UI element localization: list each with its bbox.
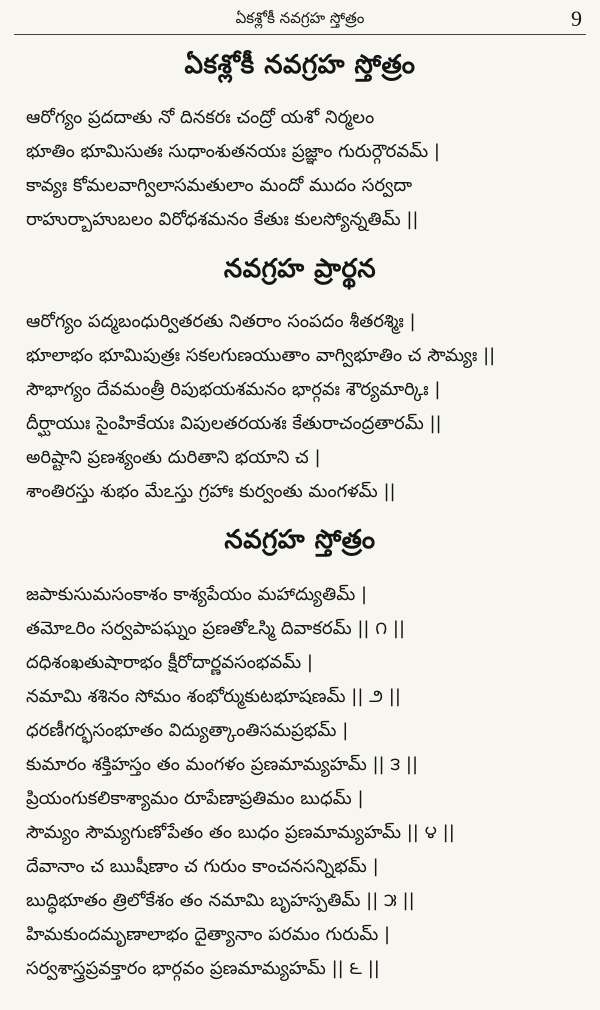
verse-line: భూతిం భూమిసుతః సుధాంశుతనయః ప్రజ్ఞాం గురుర్గౌరవమ్ | <box>26 141 440 162</box>
verse-line: దధిశంఖతుషారాభం క్షీరోదార్ణవసంభవమ్ | <box>26 652 313 673</box>
verse-line: భూలాభం భూమిపుత్రః సకలగుణయుతాం వాగ్విభూతిం చ సౌమ్యః || <box>26 345 496 366</box>
verse-line: అరిష్టాని ప్రణశ్యంతు దురితాని భయాని చ | <box>26 447 321 468</box>
page-number: 9 <box>571 6 582 31</box>
verse-line: ఆరోగ్యం పద్మబంధుర్వితరతు నితరాం సంపదం శీతరశ్మిః | <box>26 311 416 332</box>
section-title-prarthana: నవగ్రహ ప్రార్థన <box>223 254 377 284</box>
verse-line: కుమారం శక్తిహస్తం తం మంగళం ప్రణమామ్యహమ్ || ౩ || <box>26 754 419 775</box>
running-title: ఏకశ్లోకీ నవగ్రహ స్తోత్రం <box>235 9 365 27</box>
verse-line: తమోఽరిం సర్వపాపఘ్నం ప్రణతోఽస్మి దివాకరమ్ || ౧ || <box>26 618 406 639</box>
running-header <box>14 6 586 35</box>
section-title-stotram: నవగ్రహ స్తోత్రం <box>224 525 376 555</box>
verse-line: దీర్ఘాయుః సైంహికేయః విపులతరయశః కేతురాచంద్రతారమ్ || <box>26 413 442 434</box>
verse-line: రాహుర్బాహుబలం విరోధశమనం కేతుః కులస్యోన్నతిమ్ || <box>26 209 419 230</box>
verse-line: జపాకుసుమసంకాశం కాశ్యపేయం మహాద్యుతిమ్ | <box>26 584 368 605</box>
verse-line: సౌభాగ్యం దేవమంత్రీ రిపుభయశమనం భార్గవః శౌర్యమార్కిః | <box>26 379 441 400</box>
verse-line: సర్వశాస్త్రప్రవక్తారం భార్గవం ప్రణమామ్యహమ్ || ౬ || <box>26 958 380 979</box>
verse-line: నమామి శశినం సోమం శంభోర్ముకుటభూషణమ్ || ౨ || <box>26 686 401 707</box>
verse-line: కావ్యః కోమలవాగ్విలాసమతులాం మందో ముదం సర్వదా <box>26 175 413 196</box>
verse-line: బుద్ధిభూతం త్రిలోకేశం తం నమామి బృహస్పతిమ్ || ౫ || <box>26 890 415 911</box>
section-title-ekasloki: ఏకశ్లోకీ నవగ్రహ స్తోత్రం <box>184 50 416 80</box>
verse-line: ధరణీగర్భసంభూతం విద్యుత్కాంతిసమప్రభమ్ | <box>26 720 349 741</box>
verse-line: శాంతిరస్తు శుభం మేఽస్తు గ్రహాః కుర్వంతు మంగళమ్ || <box>26 481 396 502</box>
verse-line: ఆరోగ్యం ప్రదదాతు నో దినకరః చంద్రో యశో నిర్మలం <box>26 107 375 128</box>
verse-line: ప్రియంగుకలికాశ్యామం రూపేణాప్రతిమం బుధమ్ | <box>26 788 364 809</box>
verse-line: దేవానాం చ ఋషీణాం చ గురుం కాంచనసన్నిభమ్ | <box>26 856 379 877</box>
verse-line: హిమకుందమృణాలాభం దైత్యానాం పరమం గురుమ్ | <box>26 924 391 945</box>
verse-line: సౌమ్యం సౌమ్యగుణోపేతం తం బుధం ప్రణమామ్యహమ్ || ౪ || <box>26 822 455 843</box>
